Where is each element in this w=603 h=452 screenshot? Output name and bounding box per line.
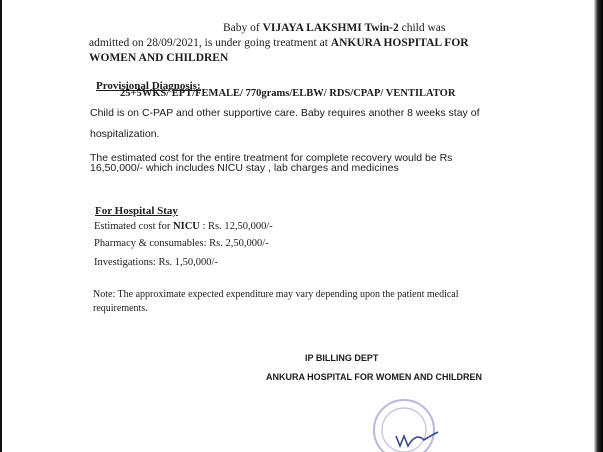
nicu-lead: Estimated cost for xyxy=(94,221,174,232)
patient-name: VIJAYA LAKSHMI Twin-2 xyxy=(262,22,399,34)
intro-line-3: WOMEN AND CHILDREN xyxy=(89,52,229,64)
investigations-cost: Investigations: Rs. 1,50,000/- xyxy=(94,257,218,268)
care-line-2: hospitalization. xyxy=(90,128,160,140)
hospital-name: ANKURA HOSPITAL FOR xyxy=(330,37,469,49)
nicu-label: NICU xyxy=(173,221,200,232)
intro-lead: Baby of xyxy=(223,22,263,34)
hospital-signature-name: ANKURA HOSPITAL FOR WOMEN AND CHILDREN xyxy=(266,372,482,382)
admission-text: admitted on 28/09/2021, is under going treatment at xyxy=(89,37,331,49)
scan-edge-right xyxy=(594,0,603,452)
diagnosis-value: 25+5WKS/ EPT/FEMALE/ 770grams/ELBW/ RDS/CPAP/ VENTILATOR xyxy=(120,88,456,99)
estimate-line-1: The estimated cost for the entire treatment for complete recovery would be Rs xyxy=(90,152,453,164)
scan-edge-left xyxy=(0,0,2,452)
diagnosis-heading: Provisional Diagnosis: xyxy=(96,80,201,92)
hospital-stamp xyxy=(366,392,446,452)
hospital-stay-heading: For Hospital Stay xyxy=(95,205,178,217)
intro-line-2 xyxy=(89,38,469,50)
intro-line-1 xyxy=(223,23,445,35)
note-line-2: requirements. xyxy=(93,303,148,314)
estimate-line-2: 16,50,000/- which includes NICU stay , lab charges and medicines xyxy=(90,162,399,174)
note-line-1: Note: The approximate expected expenditure may vary depending upon the patient medical xyxy=(93,289,459,300)
stamp-inner-ring xyxy=(382,408,426,452)
pharmacy-cost: Pharmacy & consumables: Rs. 2,50,000/- xyxy=(94,238,269,249)
intro-tail: child was xyxy=(398,22,446,34)
nicu-cost xyxy=(94,222,273,233)
care-line-1: Child is on C-PAP and other supportive care. Baby requires another 8 weeks stay of xyxy=(90,107,480,119)
billing-dept: IP BILLING DEPT xyxy=(305,353,379,363)
nicu-amount: : Rs. 12,50,000/- xyxy=(199,221,273,232)
